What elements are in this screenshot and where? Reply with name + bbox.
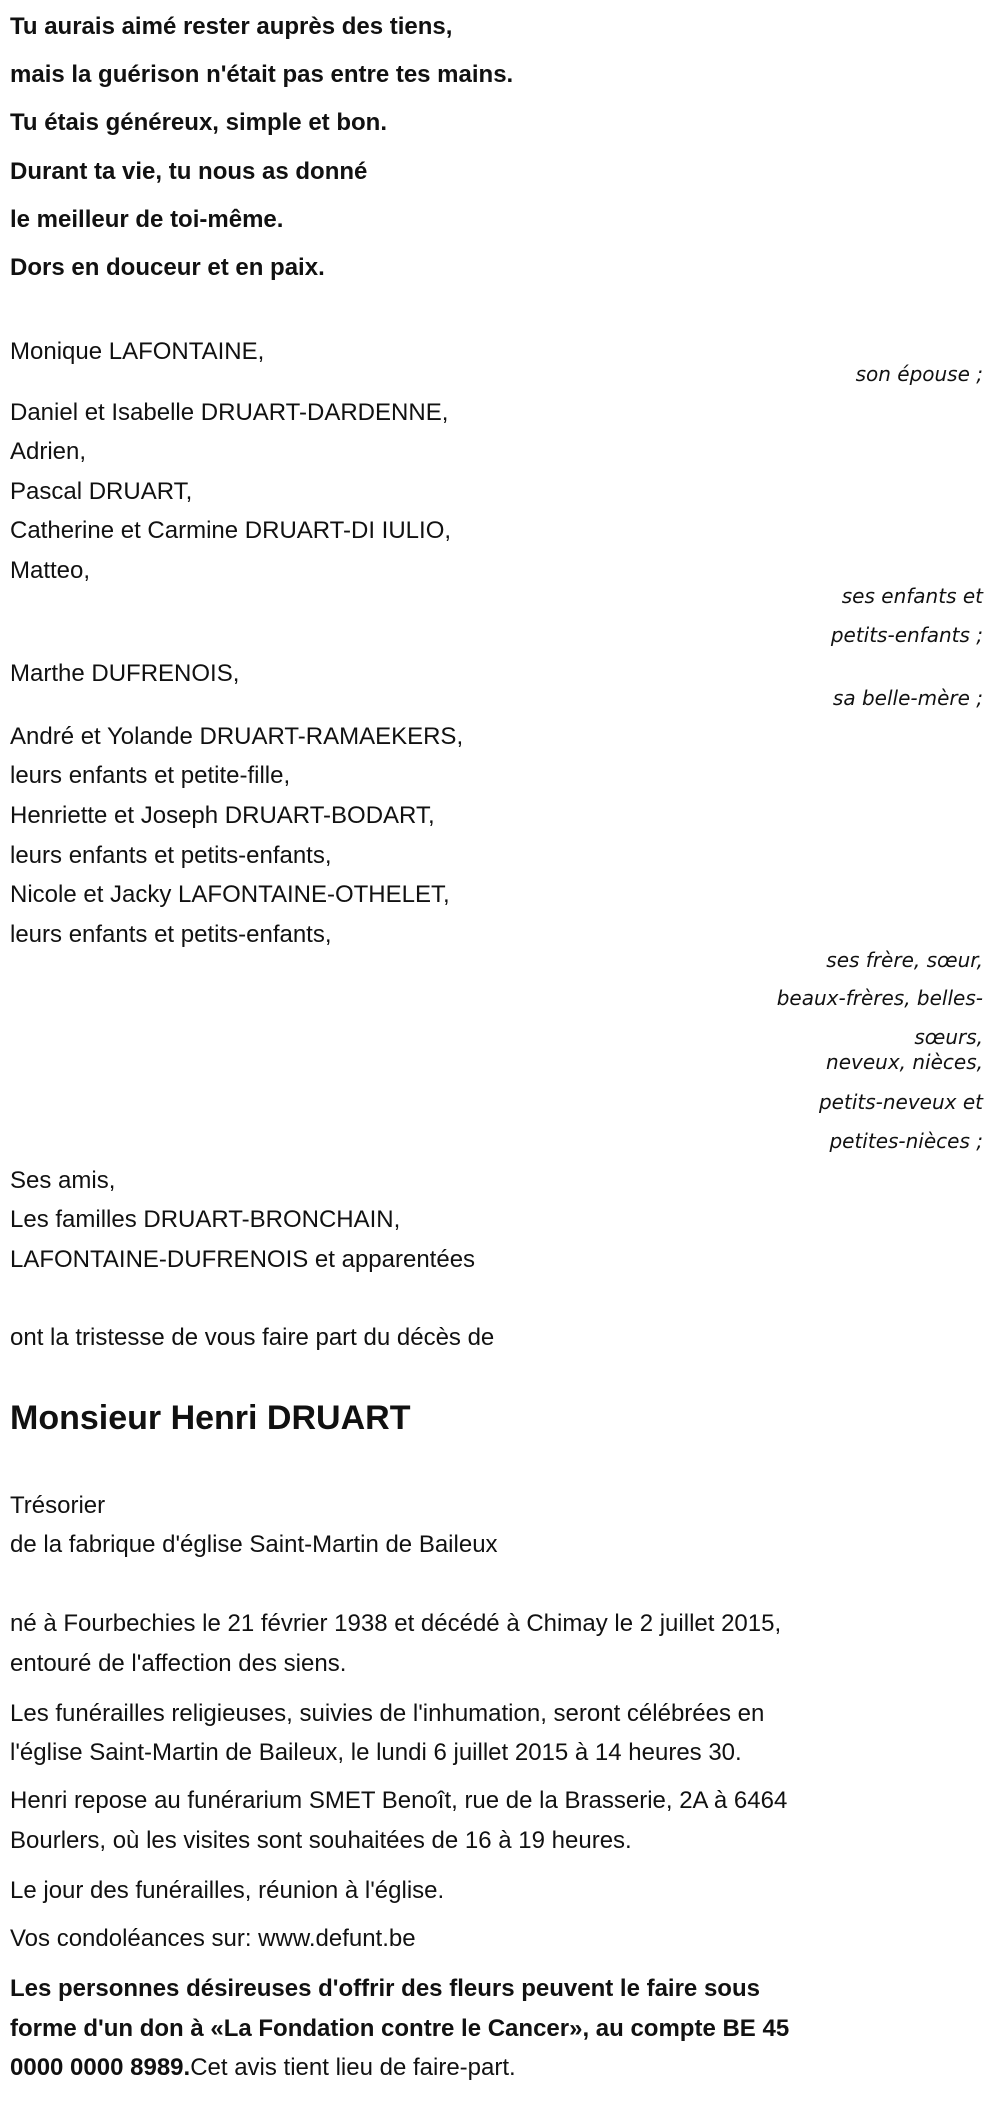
others-line: LAFONTAINE-DUFRENOIS et apparentées (10, 1246, 476, 1273)
sibling-line: leurs enfants et petits-enfants, (10, 842, 332, 869)
mother-in-law-role: sa belle-mère ; (832, 686, 983, 710)
details-line: entouré de l'affection des siens. (10, 1650, 347, 1677)
sibling-line: leurs enfants et petits-enfants, (10, 921, 332, 948)
siblings-role: petites-nièces ; (829, 1129, 983, 1153)
siblings-role: ses frère, sœur, (826, 948, 983, 972)
siblings-role: beaux-frères, belles- (776, 986, 983, 1010)
closing-note: Cet avis tient lieu de faire-part. (190, 2054, 516, 2081)
others-line: Les familles DRUART-BRONCHAIN, (10, 1206, 401, 1233)
details-line: Le jour des funérailles, réunion à l'église. (10, 1877, 445, 1904)
mother-in-law-name: Marthe DUFRENOIS, (10, 660, 240, 687)
children-role: petits-enfants ; (830, 623, 983, 647)
poem-line: le meilleur de toi-même. (10, 206, 284, 233)
child-line: Adrien, (10, 438, 87, 465)
child-line: Pascal DRUART, (10, 478, 193, 505)
children-role: ses enfants et (841, 584, 983, 608)
sibling-line: leurs enfants et petite-fille, (10, 762, 291, 789)
deceased-name: Monsieur Henri DRUART (10, 1399, 411, 1437)
flowers-line: forme d'un don à «La Fondation contre le Cancer», au compte BE 45 (10, 2015, 790, 2042)
flowers-line: Les personnes désireuses d'offrir des fleurs peuvent le faire sous (10, 1975, 760, 2002)
child-line: Matteo, (10, 557, 91, 584)
poem-line: mais la guérison n'était pas entre tes mains. (10, 61, 514, 88)
sibling-line: Henriette et Joseph DRUART-BODART, (10, 802, 435, 829)
title-line: Trésorier (10, 1492, 106, 1519)
details-line: Bourlers, où les visites sont souhaitées de 16 à 19 heures. (10, 1827, 632, 1854)
poem-line: Tu aurais aimé rester auprès des tiens, (10, 13, 453, 40)
spouse-role: son épouse ; (855, 362, 983, 386)
title-line: de la fabrique d'église Saint-Martin de Baileux (10, 1531, 498, 1558)
child-line: Catherine et Carmine DRUART-DI IULIO, (10, 517, 452, 544)
siblings-role: petits-neveux et (818, 1090, 983, 1114)
siblings-role: sœurs, (914, 1025, 983, 1049)
sibling-line: Nicole et Jacky LAFONTAINE-OTHELET, (10, 881, 450, 908)
details-line: Henri repose au funérarium SMET Benoît, rue de la Brasserie, 2A à 6464 (10, 1787, 788, 1814)
flowers-line (10, 2048, 516, 2088)
spouse-name: Monique LAFONTAINE, (10, 338, 265, 365)
poem-line: Durant ta vie, tu nous as donné (10, 158, 368, 185)
account-number: 0000 0000 8989. (10, 2054, 191, 2081)
child-line: Daniel et Isabelle DRUART-DARDENNE, (10, 399, 449, 426)
sibling-line: André et Yolande DRUART-RAMAEKERS, (10, 723, 464, 750)
details-line: Les funérailles religieuses, suivies de l'inhumation, seront célébrées en (10, 1700, 765, 1727)
details-line: né à Fourbechies le 21 février 1938 et décédé à Chimay le 2 juillet 2015, (10, 1610, 782, 1637)
details-line: l'église Saint-Martin de Baileux, le lundi 6 juillet 2015 à 14 heures 30. (10, 1739, 742, 1766)
condolences-line: Vos condoléances sur: www.defunt.be (10, 1925, 416, 1952)
announcement: ont la tristesse de vous faire part du décès de (10, 1324, 495, 1351)
poem-line: Tu étais généreux, simple et bon. (10, 109, 387, 136)
others-line: Ses amis, (10, 1167, 116, 1194)
poem-line: Dors en douceur et en paix. (10, 254, 325, 281)
siblings-role: neveux, nièces, (826, 1050, 983, 1074)
